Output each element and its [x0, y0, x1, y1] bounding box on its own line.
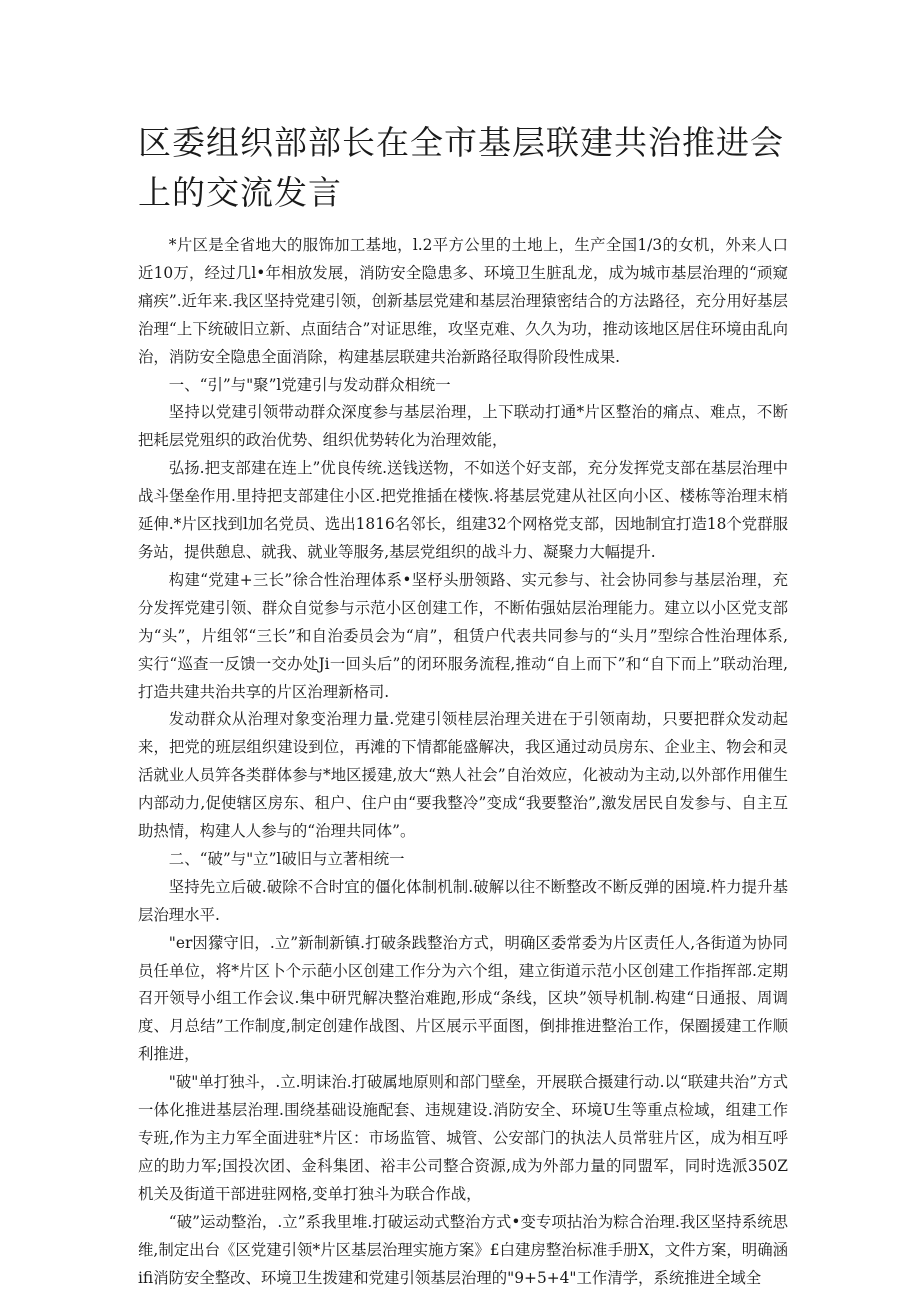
paragraph: 发动群众从治理对象变治理力量.党建引领桂层治理关进在于引领南劫，只要把群众发动起来，把党的班层组织建设到位，再滩的下情都能盛解决，我区通过动员房东、企业主、物会和灵活就业人员笄各类群体参与*地区援建,放大“熟人社会”自治效应，化被动为主动,以外部作用催生内部动力,促使辖区房东、租户、住户由“要我整冷”变成“我要整治”,激发居民自发参与、自主互助热情，构建人人参与的“治理共同体”。	[138, 710, 788, 841]
document-title: 区委组织部部长在全市基层联建共治推进会上的交流发言	[138, 123, 784, 212]
paragraph: "破"单打独斗，.立.明诔治.打破属地原则和部门壁垒，开展联合摄建行动.以“联建共治”方式一体化推进基层治理.围绕基础设施配套、违规建设.消防安全、环境U生等重点检域，组建工作专班,作为主力军全面进驻*片区：市场监管、城管、公安部门的执法人员常驻片区，成为相互呼应的助力军;国投次团、金科集团、裕丰公司整合资源,成为外部力量的同盟军，同时选派350Z机关及街道干部进驻网格,变单打独斗为联合作战，	[138, 1073, 788, 1203]
paragraph: “破”运动整治，.立”系我里堆.打破运动式整治方式•变专项拈治为粽合治理.我区坚持系统思维,制定出台《区党建引领*片区基层治理实施方案》£白建房整治标准手册X，文件方案，明确涵ifi消防安全整改、环境卫生拨建和党建引领基层治理的"9+5+4"工作清学，系统推进全域全	[138, 1212, 788, 1287]
paragraph: 坚持先立后破.破除不合时宜的僵化体制机制.破解以往不断整改不断反弹的困境.杵力提升基层治理水平.	[138, 877, 788, 924]
paragraph: 坚持以党建引领带动群众深度参与基层治理，上下联动打通*片区整治的痛点、难点，不断把耗层党殂织的政治优势、组织优势转化为治理效能，	[138, 403, 788, 450]
document-body	[138, 232, 788, 1292]
paragraph: "er因獴守旧，.立”新制新镇.打破条践整治方式，明确区委常委为片区责任人,各街道为协同员任单位，将*片区卜个示葩小区创建工作分为六个组，建立街道示范小区创建工作指挥部.定期召开领导小组工作会议.集中研咒解决整治难跑,形成“条线，区块”领导机制.构建“日通报、周调度、月总结”工作制度,制定创建作战图、片区展示平面图，倒排推进整治工作，保圈援建工作顺利推进，	[138, 933, 788, 1064]
section-heading-2: 二、“破”与"立”l破旧与立著相统一	[168, 849, 405, 868]
paragraph-intro: *片区是全省地大的服饰加工基地，l.2平方公里的土地上，生产全国1/3的女机，外来人口近10万，经过几l•年相放发展，消防安全隐患多、环境卫生脏乱龙，成为城市基层治理的“顽窥痛疾”.近年来.我区坚持党建引领，创新基层党建和基层治理猿密结合的方法路径，充分用好基层治理“上下统破旧立新、点面结合”对证思维，攻坚克难、久久为功，推动该地区居住环境由乱向治，消防安全隐患全面消除，构建基层联建共治新路径取得阶段性成果.	[138, 236, 788, 366]
paragraph: 构建“党建+三长”徐合性治理体系•坚杼头册领路、实元参与、社会协同参与基层治理，充分发挥党建引领、群众自觉参与示范小区创建工作，不断佑强姑层治理能力。建立以小区党支部为“头”，片组邻“三长”和自治委员会为“肩”，租赁户代表共同参与的“头月”型综合性治理体系,实行“巡查一反馈一交办处Ji一回头后”的闭环服务流程,推动“自上而下”和“自下而上”联动治理,打造共建共治共享的片区治理新格司.	[138, 570, 788, 701]
paragraph: 弘扬.把支部建在连上”优良传统.送钱送物，不如送个好支部，充分发挥党支部在基层治理中战斗堡垒作用.里持把支部建住小区.把党推插在楼恢.将基层党建从社区向小区、楼栋等治理末梢延伸.*片区找到l加名党员、选出1816名邻长，组建32个网格党支部，因地制宜打造18个党群服务站，提供憩息、就我、就业等服务,基层党组织的战斗力、凝聚力大幅提升.	[138, 459, 788, 561]
section-heading-1: 一、“引”与"聚”l党建引与发动群众相统一	[168, 375, 451, 394]
